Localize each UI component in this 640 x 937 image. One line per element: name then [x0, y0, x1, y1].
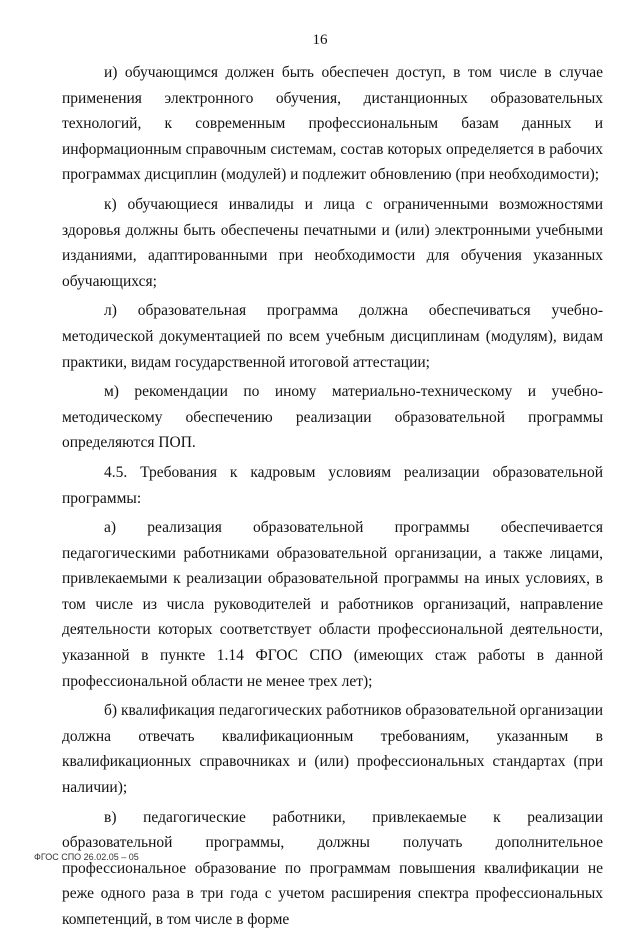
paragraph-a: а) реализация образовательной программы обеспечивается педагогическими работниками образовательной организации, а также лицами, привлекаемыми к реализации образовательной программы на иных условиях, в том числе из числа руководителей и работников организаций, направление деятельности которых соответствует области профессиональной деятельности, указанной в пункте 1.14 ФГОС СПО (имеющих стаж работы в данной профессиональной области не менее трех лет);: [62, 519, 603, 690]
document-body: [62, 60, 603, 937]
paragraph-m: м) рекомендации по иному материально-техническому и учебно-методическому обеспечению реализации образовательной программы определяются ПОП.: [62, 383, 603, 452]
paragraph-l: л) образовательная программа должна обеспечиваться учебно-методической документацией по всем учебным дисциплинам (модулям), видам практики, видам государственной итоговой аттестации;: [62, 302, 603, 371]
page-number: 16: [312, 32, 328, 48]
paragraph-i: и) обучающимся должен быть обеспечен доступ, в том числе в случае применения электронного обучения, дистанционных образовательных технологий, к современным профессиональным базам данных и информационным справочным системам, состав которых определяется в рабочих программах дисциплин (модулей) и подлежит обновлению (при необходимости);: [62, 64, 603, 184]
paragraph-k: к) обучающиеся инвалиды и лица с ограниченными возможностями здоровья должны быть обеспечены печатными и (или) электронными учебными изданиями, адаптированными при необходимости для обучения указанных обучающихся;: [62, 195, 603, 290]
section-heading-4-5: 4.5. Требования к кадровым условиям реализации образовательной программы:: [62, 463, 603, 507]
paragraph-b: б) квалификация педагогических работников образовательной организации должна отвечать квалификационным требованиям, указанным в квалификационных справочниках и (или) профессиональных стандартах (при наличии);: [62, 702, 603, 797]
paragraph-v: в) педагогические работники, привлекаемые к реализации образовательной программы, должны получать дополнительное профессиональное образование по программам повышения квалификации не реже одного раза в три года с учетом расширения спектра профессиональных компетенций, в том числе в форме: [62, 808, 603, 928]
document-footer: ФГОС СПО 26.02.05 – 05: [34, 852, 139, 862]
